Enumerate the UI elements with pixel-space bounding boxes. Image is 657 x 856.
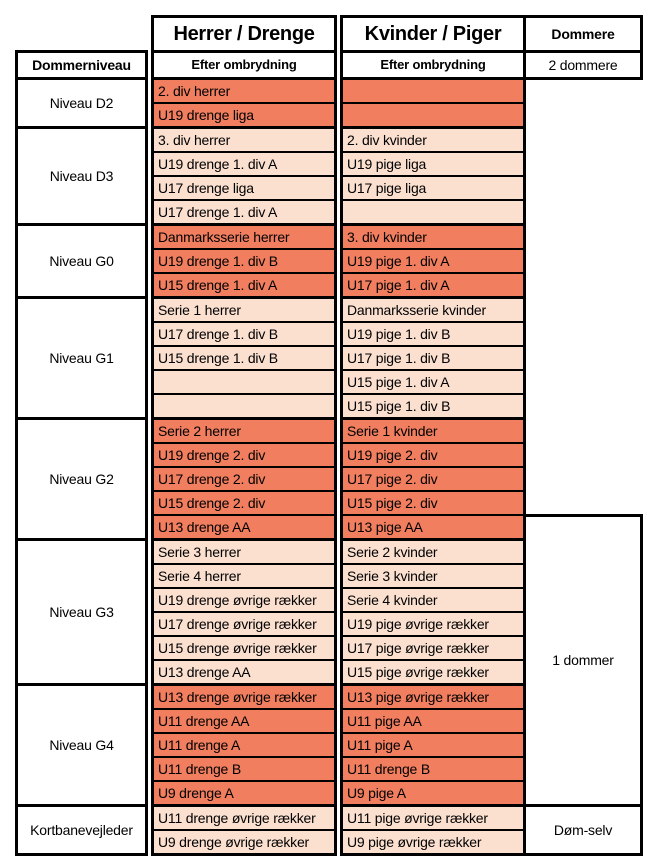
women-cell xyxy=(342,200,525,225)
women-cell: 3. div kvinder xyxy=(342,225,525,250)
women-cell: U17 pige liga xyxy=(342,176,525,200)
page xyxy=(0,15,657,850)
men-cell: U19 drenge 2. div xyxy=(153,443,336,467)
men-cell: U11 drenge A xyxy=(153,733,336,757)
level-cell: Niveau D2 xyxy=(17,79,147,128)
men-cell xyxy=(153,394,336,419)
level-cell: Kortbanevejleder xyxy=(17,806,147,855)
women-cell: U15 pige 1. div A xyxy=(342,370,525,394)
women-cell: Serie 1 kvinder xyxy=(342,419,525,444)
men-cell: U17 drenge 1. div A xyxy=(153,200,336,225)
referee-cell: Døm-selv xyxy=(525,806,642,855)
men-cell: U19 drenge 1. div A xyxy=(153,152,336,176)
women-cell: U13 pige AA xyxy=(342,515,525,540)
level-cell: Niveau G4 xyxy=(17,685,147,806)
men-cell: U9 drenge øvrige rækker xyxy=(153,830,336,855)
column-header-women: Kvinder / Piger xyxy=(342,17,525,52)
men-cell: Serie 1 herrer xyxy=(153,298,336,323)
men-cell: U11 drenge B xyxy=(153,757,336,781)
men-cell xyxy=(153,370,336,394)
men-cell: U15 drenge 2. div xyxy=(153,491,336,515)
women-cell: U15 pige øvrige rækker xyxy=(342,660,525,685)
subheader-women: Efter ombrydning xyxy=(342,52,525,79)
men-cell: U13 drenge AA xyxy=(153,660,336,685)
men-cell: U11 drenge øvrige rækker xyxy=(153,806,336,831)
table-row xyxy=(17,298,642,323)
women-cell: U11 pige AA xyxy=(342,709,525,733)
women-cell: U19 pige 2. div xyxy=(342,443,525,467)
women-cell: U15 pige 2. div xyxy=(342,491,525,515)
men-cell: U9 drenge A xyxy=(153,781,336,806)
men-cell: U19 drenge liga xyxy=(153,103,336,128)
men-cell: U17 drenge 1. div B xyxy=(153,322,336,346)
level-cell: Niveau G2 xyxy=(17,419,147,540)
column-header-level: Dommerniveau xyxy=(17,52,147,79)
men-cell: U13 drenge AA xyxy=(153,515,336,540)
level-cell: Niveau G1 xyxy=(17,298,147,419)
women-cell: U19 pige øvrige rækker xyxy=(342,612,525,636)
men-cell: U15 drenge 1. div B xyxy=(153,346,336,370)
table-row xyxy=(17,806,642,831)
women-cell: Serie 3 kvinder xyxy=(342,564,525,588)
men-cell: U17 drenge 2. div xyxy=(153,467,336,491)
men-cell: Serie 3 herrer xyxy=(153,540,336,565)
subheader-men: Efter ombrydning xyxy=(153,52,336,79)
women-cell: U19 pige 1. div B xyxy=(342,322,525,346)
column-header-men: Herrer / Drenge xyxy=(153,17,336,52)
table-row xyxy=(17,79,642,104)
women-cell: U17 pige øvrige rækker xyxy=(342,636,525,660)
women-cell: U19 pige 1. div A xyxy=(342,249,525,273)
referee-cell: 2 dommere xyxy=(525,52,642,79)
women-cell xyxy=(342,79,525,104)
column-header-referees: Dommere xyxy=(525,17,642,52)
table-row xyxy=(17,225,642,250)
table-row xyxy=(17,128,642,153)
men-cell: U17 drenge liga xyxy=(153,176,336,200)
referee-level-table xyxy=(15,15,643,856)
women-cell: U17 pige 1. div B xyxy=(342,346,525,370)
women-cell: Serie 2 kvinder xyxy=(342,540,525,565)
women-cell: U11 pige A xyxy=(342,733,525,757)
women-cell: 2. div kvinder xyxy=(342,128,525,153)
header-row-1 xyxy=(17,17,642,52)
women-cell: U9 pige A xyxy=(342,781,525,806)
men-cell: Serie 2 herrer xyxy=(153,419,336,444)
men-cell: U17 drenge øvrige rækker xyxy=(153,612,336,636)
women-cell: U9 pige øvrige rækker xyxy=(342,830,525,855)
men-cell: 2. div herrer xyxy=(153,79,336,104)
men-cell: U15 drenge 1. div A xyxy=(153,273,336,298)
men-cell: Serie 4 herrer xyxy=(153,564,336,588)
men-cell: U15 drenge øvrige rækker xyxy=(153,636,336,660)
women-cell: Serie 4 kvinder xyxy=(342,588,525,612)
table-row xyxy=(17,419,642,444)
women-cell: U17 pige 1. div A xyxy=(342,273,525,298)
empty-corner-cell xyxy=(17,17,153,52)
referee-cell: 1 dommer xyxy=(525,515,642,806)
men-cell: U13 drenge øvrige rækker xyxy=(153,685,336,710)
women-cell: U17 pige 2. div xyxy=(342,467,525,491)
level-cell: Niveau G0 xyxy=(17,225,147,298)
women-cell: U15 pige 1. div B xyxy=(342,394,525,419)
women-cell: U19 pige liga xyxy=(342,152,525,176)
men-cell: Danmarksserie herrer xyxy=(153,225,336,250)
women-cell: U11 drenge B xyxy=(342,757,525,781)
men-cell: U11 drenge AA xyxy=(153,709,336,733)
women-cell xyxy=(342,103,525,128)
header-row-2 xyxy=(17,52,642,79)
women-cell: U13 pige øvrige rækker xyxy=(342,685,525,710)
men-cell: U19 drenge 1. div B xyxy=(153,249,336,273)
women-cell: U11 pige øvrige rækker xyxy=(342,806,525,831)
level-cell: Niveau G3 xyxy=(17,540,147,685)
men-cell: U19 drenge øvrige rækker xyxy=(153,588,336,612)
men-cell: 3. div herrer xyxy=(153,128,336,153)
level-cell: Niveau D3 xyxy=(17,128,147,225)
women-cell: Danmarksserie kvinder xyxy=(342,298,525,323)
